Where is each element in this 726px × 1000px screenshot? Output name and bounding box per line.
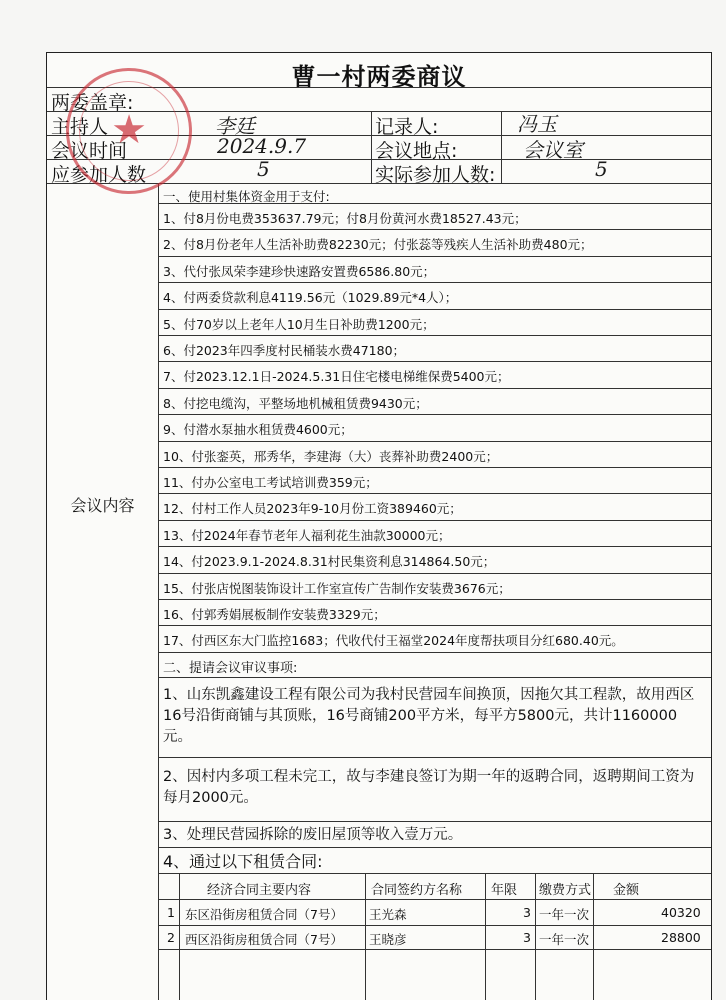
row-payment: 一年一次: [539, 932, 590, 947]
row-years: 3: [523, 905, 531, 920]
minutes-form: [46, 52, 712, 1000]
rule: [158, 757, 711, 758]
expense-item: 14、付2023.9.1-2024.8.31村民集资利息314864.50元；: [163, 554, 496, 570]
time-value: 2024.9.7: [217, 134, 307, 158]
row-no: 1: [167, 905, 175, 920]
expected-value: 5: [257, 157, 270, 181]
row-content: 东区沿街房租赁合同（7号）: [185, 907, 343, 922]
actual-value: 5: [595, 157, 608, 181]
rule: [158, 573, 711, 574]
divider: [158, 183, 159, 1000]
row-party: 王光森: [369, 907, 407, 922]
recorder-signature: 冯玉: [517, 112, 557, 136]
rule: [158, 949, 711, 950]
divider: [535, 873, 536, 1000]
th-years: 年限: [491, 883, 518, 898]
row-years: 3: [523, 930, 531, 945]
divider: [179, 873, 180, 1000]
expected-label: 应参加人数: [51, 164, 147, 186]
rule: [158, 677, 711, 678]
row-amount: 40320: [661, 905, 701, 920]
row-party: 王晓彦: [369, 932, 407, 947]
rule: [158, 203, 711, 204]
recorder-label: 记录人:: [375, 116, 439, 138]
rule: [158, 599, 711, 600]
divider: [485, 873, 486, 1000]
rule: [158, 873, 711, 874]
rule: [158, 925, 711, 926]
expense-item: 2、付8月份老年人生活补助费82230元；付张蕊等残疾人生活补助费480元；: [163, 237, 593, 253]
row-payment: 一年一次: [539, 907, 590, 922]
official-seal-icon: [66, 68, 192, 194]
star-icon: ★: [111, 107, 147, 153]
rule: [158, 652, 711, 653]
rule: [158, 256, 711, 257]
rule: [158, 335, 711, 336]
expense-item: 16、付郭秀娟展板制作安装费3329元；: [163, 607, 386, 622]
rule: [158, 821, 711, 822]
motion-1: 1、山东凯鑫建设工程有限公司为我村民营园车间换顶，因拖欠其工程款，故用西区16号沿街商铺与其顶账，16号商铺200平方米，每平方5800元，共计1160000元。: [163, 687, 695, 745]
divider: [593, 873, 594, 1000]
actual-label: 实际参加人数:: [375, 164, 496, 186]
host-signature: 李廷: [215, 114, 255, 138]
section-label: 会议内容: [70, 496, 135, 515]
rule: [158, 546, 711, 547]
th-payment: 缴费方式: [539, 883, 592, 898]
rule: [158, 467, 711, 468]
th-party: 合同签约方名称: [371, 883, 463, 898]
expense-item: 9、付潜水泵抽水租赁费4600元；: [163, 422, 353, 438]
expense-item: 11、付办公室电工考试培训费359元；: [163, 475, 378, 490]
rule: [158, 414, 711, 415]
th-content: 经济合同主要内容: [207, 883, 312, 898]
rule: [158, 309, 711, 310]
row-no: 2: [167, 930, 175, 945]
expense-item: 12、付村工作人员2023年9-10月份工资389460元；: [163, 501, 462, 517]
expense-item: 6、付2023年四季度村民桶装水费47180；: [163, 343, 406, 358]
expense-item: 1、付8月份电费353637.79元；付8月份黄河水费18527.43元；: [163, 211, 527, 226]
expense-item: 10、付张銮英，邢秀华，李建海（大）丧葬补助费2400元；: [163, 448, 499, 464]
stamp-label: 两委盖章:: [51, 92, 134, 114]
rule: [158, 441, 711, 442]
rule: [158, 282, 711, 283]
motion-4: 4、通过以下租赁合同:: [163, 852, 323, 871]
rule: [158, 493, 711, 494]
expense-item: 4、付两委贷款利息4119.56元（1029.89元*4人）；: [163, 290, 458, 306]
divider: [501, 111, 502, 183]
row-content: 西区沿街房租赁合同（7号）: [185, 932, 343, 947]
place-value: 会议室: [523, 138, 583, 162]
rule: [158, 229, 711, 230]
page-title: 曹一村两委商议: [291, 63, 467, 91]
row-amount: 28800: [661, 930, 701, 945]
divider: [371, 111, 372, 183]
expense-item: 3、代付张凤荣李建珍快速路安置费6586.80元；: [163, 263, 436, 279]
time-label: 会议时间: [51, 140, 128, 162]
part2-heading: 二、提请会议审议事项:: [163, 661, 298, 676]
motion-2: 2、因村内多项工程未完工，故与李建良签订为期一年的返聘合同，返聘期间工资为每月2000元。: [163, 769, 695, 806]
expense-item: 13、付2024年春节老年人福利花生油款30000元；: [163, 527, 451, 543]
part1-heading: 一、使用村集体资金用于支付:: [163, 189, 330, 204]
motion-3: 3、处理民营园拆除的废旧屋顶等收入壹万元。: [163, 827, 463, 843]
divider: [365, 873, 366, 1000]
expense-item: 15、付张店悦图装饰设计工作室宣传广告制作安装费3676元；: [163, 580, 511, 596]
rule: [158, 388, 711, 389]
rule: [158, 625, 711, 626]
expense-item: 5、付70岁以上老年人10月生日补助费1200元；: [163, 316, 435, 332]
place-label: 会议地点:: [375, 140, 458, 162]
rule: [158, 899, 711, 900]
expense-item: 17、付西区东大门监控1683；代收代付王福堂2024年度帮扶项目分红680.40元。: [163, 633, 624, 649]
expense-item: 8、付挖电缆沟，平整场地机械租赁费9430元；: [163, 395, 428, 411]
th-amount: 金额: [613, 883, 640, 898]
rule: [158, 361, 711, 362]
rule: [158, 847, 711, 848]
host-label: 主持人: [51, 116, 109, 138]
rule: [158, 520, 711, 521]
expense-item: 7、付2023.12.1日-2024.5.31日住宅楼电梯维保费5400元；: [163, 369, 510, 385]
